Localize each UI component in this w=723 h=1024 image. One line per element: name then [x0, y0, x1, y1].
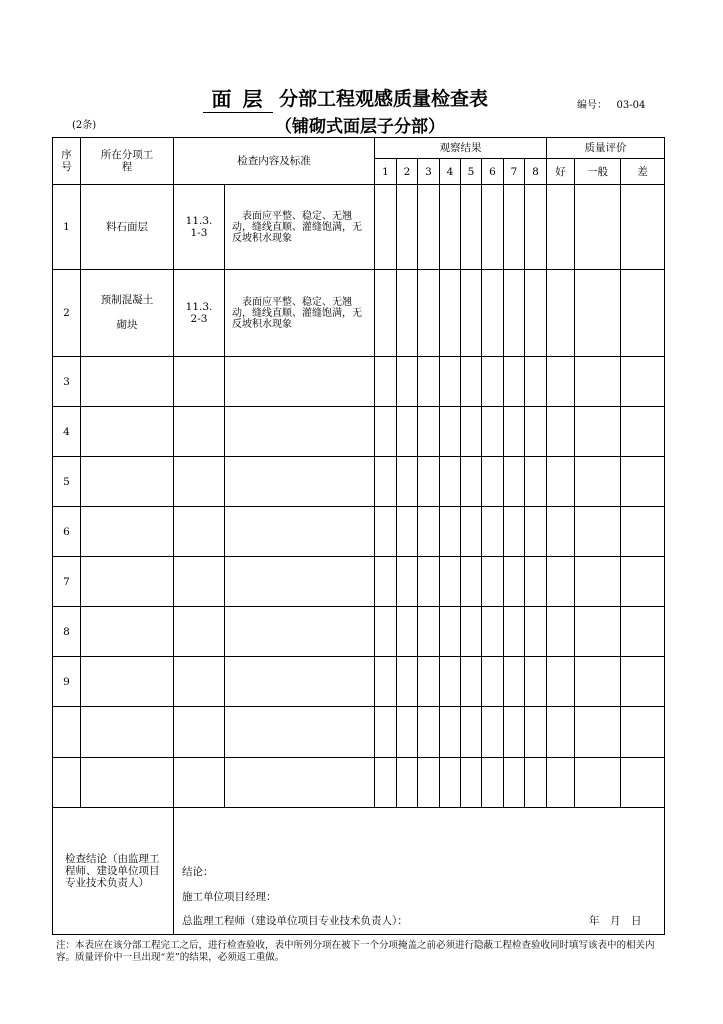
row-empty-cell [504, 607, 525, 657]
row-clause [174, 758, 225, 808]
row-seq: 3 [53, 357, 81, 407]
header-content: 检查内容及标准 [174, 138, 375, 185]
conclusion-cell [174, 808, 665, 935]
row-content [225, 407, 375, 457]
row-empty-cell [418, 707, 440, 758]
row-empty-cell [440, 457, 461, 507]
row-empty-cell [547, 657, 575, 707]
row-empty-cell [482, 657, 504, 707]
row-clause-text: 11.3.2-3 [185, 301, 213, 325]
row-empty-cell [418, 657, 440, 707]
row-clause [174, 185, 225, 270]
row-empty-cell [461, 607, 482, 657]
row-empty-cell [482, 185, 504, 270]
row-empty-cell [375, 357, 397, 407]
row-empty-cell [440, 357, 461, 407]
row-empty-cell [547, 507, 575, 557]
date-label: 年 月 日 [589, 915, 642, 927]
conclusion-row [53, 808, 665, 935]
observe-num: 8 [525, 159, 547, 185]
table-row [53, 185, 665, 270]
row-empty-cell [547, 407, 575, 457]
row-empty-cell [621, 707, 665, 758]
row-empty-cell [461, 657, 482, 707]
conclusion-text-label: 结论： [182, 866, 214, 878]
row-empty-cell [547, 758, 575, 808]
footnote: 注：本表应在该分部工程完工之后，进行检查验收，表中所列分项在被下一个分项掩盖之前必须进行隐蔽工程检查验收同时填写该表中的相关内容。质量评价中一旦出现“差”的结果，必须返工重做。 [56, 940, 655, 963]
table-row [53, 507, 665, 557]
row-empty-cell [375, 185, 397, 270]
form-code [577, 96, 645, 111]
row-empty-cell [397, 557, 418, 607]
row-clause [174, 607, 225, 657]
row-empty-cell [504, 457, 525, 507]
quality-good: 好 [547, 159, 575, 185]
row-empty-cell [547, 607, 575, 657]
row-content [225, 657, 375, 707]
row-empty-cell [440, 270, 461, 357]
row-empty-cell [525, 557, 547, 607]
row-empty-cell [440, 758, 461, 808]
row-empty-cell [418, 357, 440, 407]
row-clause [174, 457, 225, 507]
row-seq: 1 [53, 185, 81, 270]
inspection-table [52, 137, 665, 935]
row-empty-cell [461, 557, 482, 607]
row-empty-cell [440, 507, 461, 557]
header-observe: 观察结果 [375, 138, 547, 159]
row-empty-cell [397, 457, 418, 507]
row-empty-cell [418, 557, 440, 607]
row-empty-cell [504, 758, 525, 808]
row-empty-cell [575, 507, 621, 557]
row-empty-cell [575, 707, 621, 758]
row-empty-cell [482, 407, 504, 457]
title-area: 面 层 [203, 86, 273, 113]
row-empty-cell [397, 270, 418, 357]
row-empty-cell [375, 707, 397, 758]
observe-num: 3 [418, 159, 440, 185]
row-seq: 2 [53, 270, 81, 357]
row-empty-cell [461, 185, 482, 270]
row-empty-cell [621, 457, 665, 507]
row-empty-cell [482, 507, 504, 557]
table-row [53, 607, 665, 657]
quality-poor: 差 [621, 159, 665, 185]
row-empty-cell [621, 507, 665, 557]
row-empty-cell [525, 707, 547, 758]
row-empty-cell [375, 507, 397, 557]
row-subproject [81, 557, 174, 607]
table-row [53, 657, 665, 707]
row-empty-cell [525, 357, 547, 407]
row-content: 表面应平整、稳定、无翘动，缝线直顺、灌缝饱满，无反坡积水现象 [225, 270, 375, 357]
row-empty-cell [504, 407, 525, 457]
row-empty-cell [547, 707, 575, 758]
construction-manager-label: 施工单位项目经理： [182, 891, 277, 903]
row-content [225, 557, 375, 607]
row-empty-cell [482, 270, 504, 357]
row-subproject [81, 457, 174, 507]
row-empty-cell [547, 457, 575, 507]
row-clause [174, 357, 225, 407]
row-empty-cell [440, 707, 461, 758]
row-empty-cell [575, 185, 621, 270]
row-empty-cell [461, 507, 482, 557]
row-empty-cell [525, 758, 547, 808]
chief-supervisor-label: 总监理工程师（建设单位项目专业技术负责人）： [182, 915, 408, 927]
observe-num: 4 [440, 159, 461, 185]
row-empty-cell [547, 557, 575, 607]
header-quality: 质量评价 [547, 138, 665, 159]
row-empty-cell [575, 457, 621, 507]
row-clause [174, 707, 225, 758]
row-empty-cell [375, 407, 397, 457]
row-empty-cell [418, 758, 440, 808]
code-label: 编号： [577, 100, 607, 111]
row-empty-cell [525, 507, 547, 557]
row-empty-cell [397, 407, 418, 457]
row-subproject [81, 270, 174, 357]
table-row [53, 357, 665, 407]
row-empty-cell [575, 357, 621, 407]
row-subproject [81, 407, 174, 457]
row-empty-cell [621, 357, 665, 407]
row-subproject [81, 758, 174, 808]
row-empty-cell [621, 270, 665, 357]
row-empty-cell [418, 407, 440, 457]
row-subproject [81, 185, 174, 270]
row-content [225, 457, 375, 507]
row-empty-cell [461, 707, 482, 758]
row-clause [174, 270, 225, 357]
row-empty-cell [418, 185, 440, 270]
row-empty-cell [375, 657, 397, 707]
row-seq: 7 [53, 557, 81, 607]
row-empty-cell [482, 557, 504, 607]
row-empty-cell [375, 457, 397, 507]
row-subproject [81, 607, 174, 657]
row-subproject [81, 357, 174, 407]
row-seq: 8 [53, 607, 81, 657]
table-body [53, 185, 665, 808]
row-empty-cell [547, 270, 575, 357]
row-empty-cell [461, 758, 482, 808]
row-empty-cell [575, 270, 621, 357]
row-content [225, 758, 375, 808]
row-empty-cell [397, 707, 418, 758]
row-clause [174, 407, 225, 457]
row-empty-cell [461, 357, 482, 407]
row-seq: 4 [53, 407, 81, 457]
row-subproject-text: 预制混凝土砌块 [100, 294, 154, 331]
observe-num: 7 [504, 159, 525, 185]
row-empty-cell [482, 607, 504, 657]
row-subproject [81, 657, 174, 707]
row-empty-cell [397, 657, 418, 707]
table-row [53, 557, 665, 607]
row-empty-cell [440, 407, 461, 457]
row-empty-cell [375, 758, 397, 808]
row-empty-cell [482, 457, 504, 507]
row-empty-cell [440, 657, 461, 707]
row-empty-cell [575, 407, 621, 457]
row-clause [174, 557, 225, 607]
header-seq: 序号 [53, 138, 81, 185]
observe-num: 6 [482, 159, 504, 185]
row-empty-cell [440, 557, 461, 607]
row-empty-cell [525, 607, 547, 657]
row-seq [53, 707, 81, 758]
row-empty-cell [504, 707, 525, 758]
row-subproject [81, 507, 174, 557]
row-empty-cell [418, 270, 440, 357]
row-empty-cell [575, 758, 621, 808]
row-empty-cell [575, 607, 621, 657]
row-empty-cell [621, 185, 665, 270]
row-seq [53, 758, 81, 808]
subtitle: （铺砌式面层子分部） [275, 117, 445, 137]
row-empty-cell [397, 507, 418, 557]
row-empty-cell [525, 185, 547, 270]
row-empty-cell [375, 270, 397, 357]
row-empty-cell [375, 607, 397, 657]
quality-general: 一般 [575, 159, 621, 185]
item-count: (2条) [72, 120, 97, 131]
row-empty-cell [575, 557, 621, 607]
row-seq: 5 [53, 457, 81, 507]
row-seq: 6 [53, 507, 81, 557]
row-empty-cell [418, 457, 440, 507]
row-empty-cell [504, 557, 525, 607]
observe-num: 2 [397, 159, 418, 185]
row-empty-cell [504, 657, 525, 707]
row-empty-cell [461, 457, 482, 507]
row-content: 表面应平整、稳定、无翘动，缝线直顺、灌缝饱满，无反坡积水现象 [225, 185, 375, 270]
row-clause-text: 11.3.1-3 [185, 215, 213, 239]
row-empty-cell [482, 758, 504, 808]
row-empty-cell [621, 657, 665, 707]
row-empty-cell [504, 357, 525, 407]
row-subproject [81, 707, 174, 758]
header-subproject: 所在分项工程 [81, 138, 174, 185]
table-row [53, 457, 665, 507]
row-empty-cell [547, 185, 575, 270]
row-content [225, 607, 375, 657]
row-empty-cell [482, 357, 504, 407]
conclusion-label: 检查结论（由监理工程师、建设单位项目专业技术负责人） [53, 808, 174, 935]
row-empty-cell [375, 557, 397, 607]
row-clause [174, 657, 225, 707]
table-row [53, 758, 665, 808]
row-empty-cell [418, 507, 440, 557]
row-empty-cell [461, 407, 482, 457]
row-empty-cell [482, 707, 504, 758]
row-empty-cell [621, 407, 665, 457]
row-empty-cell [525, 657, 547, 707]
row-empty-cell [504, 185, 525, 270]
row-seq: 9 [53, 657, 81, 707]
table-row [53, 270, 665, 357]
observe-num: 1 [375, 159, 397, 185]
row-content [225, 507, 375, 557]
row-empty-cell [397, 758, 418, 808]
row-empty-cell [397, 607, 418, 657]
row-empty-cell [621, 607, 665, 657]
row-empty-cell [418, 607, 440, 657]
row-empty-cell [504, 270, 525, 357]
table-row [53, 407, 665, 457]
row-empty-cell [575, 657, 621, 707]
table-row [53, 707, 665, 758]
row-content [225, 357, 375, 407]
code-value: 03-04 [616, 100, 646, 111]
row-empty-cell [525, 457, 547, 507]
row-content [225, 707, 375, 758]
row-empty-cell [440, 185, 461, 270]
row-empty-cell [461, 270, 482, 357]
row-empty-cell [504, 507, 525, 557]
row-subproject-text: 料石面层 [106, 220, 148, 233]
row-empty-cell [621, 557, 665, 607]
observe-num: 5 [461, 159, 482, 185]
row-empty-cell [621, 758, 665, 808]
row-empty-cell [525, 270, 547, 357]
row-empty-cell [440, 607, 461, 657]
header-row-1 [53, 138, 665, 159]
row-empty-cell [397, 357, 418, 407]
row-empty-cell [525, 407, 547, 457]
row-empty-cell [547, 357, 575, 407]
row-empty-cell [397, 185, 418, 270]
title-main: 分部工程观感质量检查表 [279, 88, 489, 110]
row-clause [174, 507, 225, 557]
